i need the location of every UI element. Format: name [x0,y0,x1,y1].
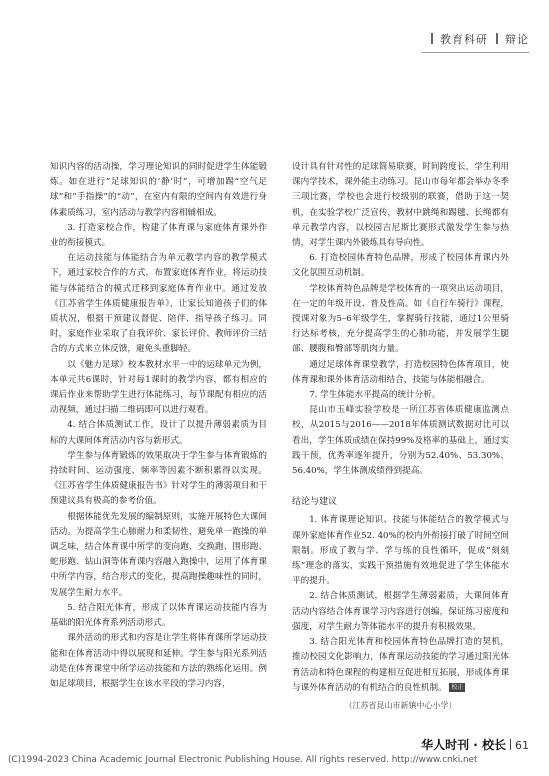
paragraph [292,635,509,696]
paragraph: 在运动技能与体能结合为单元教学内容的教学模式下，通过家校合作的方式，布置家庭体育作业，将运动技能与体能结合的模式迁移到家庭体育作业中。通过发放《江苏省学生体质健康报告单》，让家长知道孩子们的体质状况，根据干预建议督促、陪伴、指导孩子练习。同时，家庭作业采取了自我评价、家长评价、教师评价三结合的方式来立体反馈，避免头重脚轻。 [50,253,267,355]
paragraph: 3. 打造家校合作，构建了体育课与家庭体育课外作业的衔接模式。 [50,222,267,249]
paragraph: 通过足球体育课堂教学，打造校园特色体育项目，使体育课和课外体育活动相结合，技能与体能相融合。 [292,359,509,385]
header-rule [422,52,529,53]
end-mark-badge: 校正 [451,683,464,691]
article-column-left [50,160,267,692]
paragraph: 知识内容的活动操，学习理论知识的同时促进学生体能锻炼。如在进行“足球知识的‘静’时”，可增加踢“空气足球”和“手指操”的“动”，在室内有限的空间内有效进行身体素质练习，室内活动与教学内容相辅相成。 [50,162,267,218]
paragraph: 设计具有针对性的足球简易联赛，时间跨度长，学生利用课内学技术，课外能主动练习。昆山市每年都会举办冬季三项比赛，学校也会进行校级别的联赛，借助于这一契机，在实验学校广泛宣传，教材中跳绳和踢毽、长绳都有单元教学内容，以校园吉尼斯比赛形式激发学生参与热情，对学生课内外锻炼具有导向性。 [292,162,509,249]
copyright-notice: (C)1994-2023 China Academic Journal Electronic Publishing House. All rights reserved. http://www.cnki.net [8,755,478,765]
article-column-right [292,160,509,713]
paragraph: 6. 打造校园体育特色品牌，形成了校园体育课内外文化氛围互动机制。 [292,253,509,279]
journal-header [428,31,530,47]
footer-journal-name: 华人时刊 · 校长 [421,738,506,752]
paragraph: 7. 学生体能水平提高的统计分析。 [309,390,441,401]
footer-divider [510,739,511,750]
paragraph: 1. 体育课理论知识、技能与体能结合的教学模式与课外家庭体育作业52. 40%的校内外衔接打破了时间空间限制。形成了教与学、学与练的良性循环，促成“刻刻练”理念的落实，实践干预措施有效地促进了学生体能水平的提升。 [292,515,509,587]
paragraph: 以《魅力足球》校本教材水平一中的运球单元为例，本单元共6课时，针对每1课时的教学内容，都有相应的课后作业来帮助学生进行体能练习，每节课配有相应的活动视频，通过扫描二维码即可以进行观看。 [50,359,267,416]
paragraph: 学校体育特色品牌是学校体育的一项突出运动项目，在一定的年级开设、普及性高。如《自行车骑行》课程，授课对象为5–6年级学生，掌握骑行技能，通过1公里骑行达标考核，充分提高学生的心肺功能，并发展学生腿部、腰腹和臀部等肌肉力量。 [292,283,509,355]
paragraph: 学生参与体育锻炼的效果取决于学生参与体育锻炼的持续时间、运动强度、频率等因素不断积累得以实现。《江苏省学生体质健康报告书》针对学生的薄弱项目和干预建议具有极高的参考价值。 [50,450,267,507]
page-number: 61 [515,739,529,752]
header-divider [431,33,433,44]
journal-section-title: 教育科研 [440,33,488,46]
page-footer [421,736,529,753]
section-label: 辩论 [505,33,529,46]
paragraph: 课外活动的形式和内容是让学生将体育课所学运动技能和在体育活动中得以展现和延伸。学生参与阳光系列活动是在体育课堂中所学运动技能和方法的熟练化运用。例如足球项目，根据学生在该水平段的学习内容， [50,633,267,689]
author-affiliation: （江苏省昆山市新镇中心小学） [344,700,457,710]
header-divider [496,33,498,44]
paragraph: 5. 结合阳光体育，形成了以体育课运动技能内容为基础的阳光体育系列活动形式。 [50,602,267,629]
paragraph: 2. 结合体质测试，根据学生薄弱素质，大课间体育活动内容结合体育课学习内容进行创编，保证练习密度和强度，对学生耐力等体能水平的提升有积极效果。 [292,591,509,632]
paragraph-text: 3. 结合阳光体育和校园体育特色品牌打造的契机，推动校园文化影响力，体育课运动技能的学习通过阳光体育活动和特色课程的构建相互促进相互拓展，形成体育课与课外体育活动的有机结合的良性机制。 [292,637,509,693]
section-heading: 结论与建议 [292,497,338,508]
paragraph: 根据体能优先发展的编制原则，实施开展特色大课间活动。为提高学生心肺耐力和柔韧性，避免单一跑操的单调乏味，结合体育课中所学的变向跑、交换跑、围形跑、蛇形跑、钻山洞等体育课内容融入跑操中，运用了体育课中所学内容，结合形式的变化，提高跑操趣味性的同时，发展学生耐力水平。 [50,511,267,598]
paragraph: 昆山市玉峰实验学校是一所江苏省体质健康监测点校，从2015与2016——2018年体质测试数据对比可以看出，学生体质成绩在保持99%及格率的基础上，通过实践干预，优秀率逐年提升，分别为52.40%、53.30%、56.40%，学生体测成绩得到提高。 [292,405,509,477]
paragraph: 4. 结合体质测试工作，设计了以提升薄弱素质为目标的大课间体育活动内容与新形式。 [50,420,267,446]
